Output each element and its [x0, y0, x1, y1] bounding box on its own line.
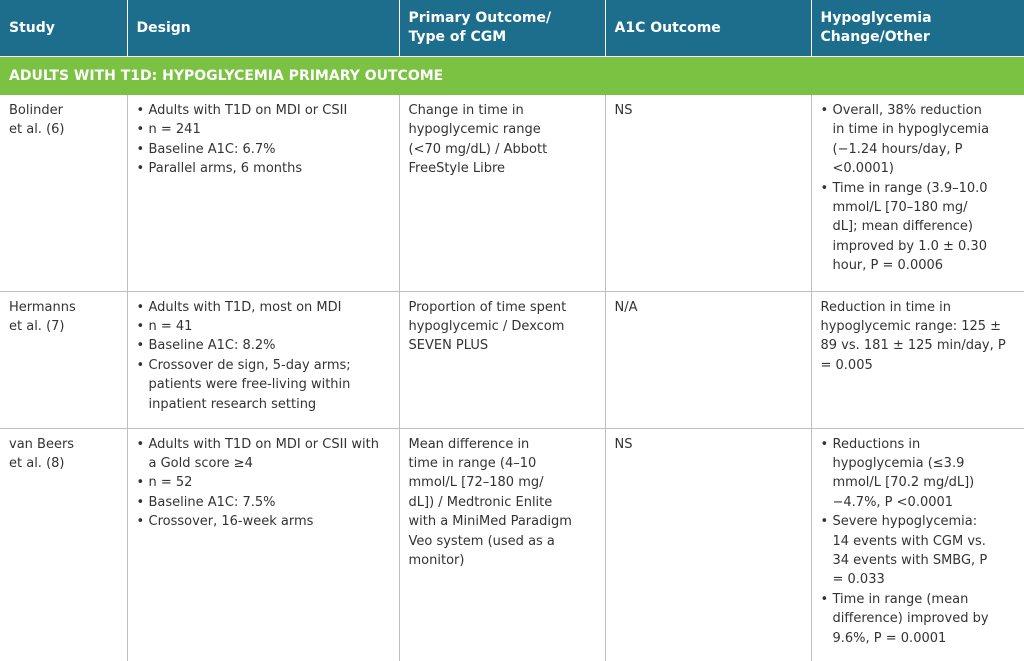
hypo-line: = 0.005 [820, 357, 873, 373]
hypo-line: 14 events with CGM vs. [832, 533, 986, 549]
a1c-outcome-cell: NS [605, 95, 811, 291]
section-title: ADULTS WITH T1D: HYPOGLYCEMIA PRIMARY OUTCOME [0, 57, 1024, 96]
hypo-line: • Time in range (mean [832, 591, 969, 607]
primary-line: Change in time in [408, 103, 524, 118]
hypo-line: dL]; mean difference) [832, 219, 973, 235]
hypo-list [821, 101, 1017, 276]
hypo-line: Reduction in time in [820, 299, 951, 315]
section-row [0, 57, 1024, 96]
hypo-list [821, 435, 1017, 648]
hypo-line: (−1.24 hours/day, P [832, 141, 963, 157]
primary-outcome-cell [399, 428, 605, 661]
primary-line: hypoglycemic range [408, 122, 541, 138]
design-item: • Baseline A1C: 8.2% [137, 336, 391, 355]
header-a1c-outcome: A1C Outcome [605, 0, 811, 57]
hypo-line: difference) improved by [832, 611, 989, 627]
design-list [137, 298, 391, 414]
primary-line: SEVEN PLUS [408, 338, 489, 354]
design-item: • Crossover de sign, 5-day arms; patients were free-living within inpatient research setting [137, 356, 391, 414]
design-item: • Baseline A1C: 6.7% [137, 140, 391, 159]
header-primary-line-1: Primary Outcome/ [408, 10, 552, 26]
primary-outcome-cell [399, 95, 605, 291]
hypo-line: = 0.033 [832, 572, 885, 588]
design-item: • Adults with T1D on MDI or CSII with a Gold score ≥4 [137, 435, 391, 474]
primary-line: monitor) [408, 552, 465, 568]
hypo-line: 34 events with SMBG, P [832, 552, 988, 568]
hypo-line: hypoglycemia (≤3.9 [832, 455, 965, 471]
design-cell [127, 95, 399, 291]
study-line: et al. (6) [9, 122, 65, 138]
header-primary-outcome [399, 0, 605, 57]
hypo-item [821, 101, 1017, 179]
study-line: Bolinder [9, 103, 63, 118]
hypo-item [821, 590, 1017, 648]
primary-line: time in range (4–10 [408, 455, 537, 471]
design-cell [127, 428, 399, 661]
table-row [0, 291, 1024, 428]
hypoglycemia-cell [811, 291, 1024, 428]
hypo-line: • Overall, 38% reduction [832, 103, 982, 118]
study-line: van Beers [9, 436, 75, 452]
design-item: • n = 41 [137, 317, 391, 336]
a1c-outcome-cell: NS [605, 428, 811, 661]
design-list [137, 435, 391, 532]
design-item: • Parallel arms, 6 months [137, 159, 391, 178]
study-cell [0, 95, 127, 291]
primary-line: dL]) / Medtronic Enlite [408, 494, 553, 510]
header-hypo-line-2: Change/Other [820, 29, 930, 45]
table-row [0, 428, 1024, 661]
primary-line: Veo system (used as a [408, 533, 555, 549]
design-item: • Adults with T1D, most on MDI [137, 298, 391, 317]
hypo-line: • Time in range (3.9–10.0 [832, 180, 988, 196]
primary-line: mmol/L [72–180 mg/ [408, 475, 544, 491]
hypoglycemia-cell [811, 95, 1024, 291]
study-line: Hermanns [9, 299, 76, 315]
study-line: et al. (8) [9, 455, 65, 471]
primary-line: Proportion of time spent [408, 299, 567, 315]
a1c-outcome-cell: N/A [605, 291, 811, 428]
hypo-line: 9.6%, P = 0.0001 [832, 630, 947, 646]
study-cell [0, 428, 127, 661]
primary-outcome-cell [399, 291, 605, 428]
primary-line: hypoglycemic / Dexcom [408, 318, 565, 334]
header-study: Study [0, 0, 127, 57]
primary-line: with a MiniMed Paradigm [408, 514, 572, 530]
hypo-line: 89 vs. 181 ± 125 min/day, P [820, 338, 1006, 354]
hypo-line: <0.0001) [832, 161, 894, 177]
table-row [0, 95, 1024, 291]
hypo-line: improved by 1.0 ± 0.30 [832, 238, 987, 254]
hypo-line: mmol/L [70.2 mg/dL]) [832, 475, 975, 491]
header-hypoglycemia [811, 0, 1024, 57]
hypo-line: • Severe hypoglycemia: [832, 514, 978, 530]
hypo-line: mmol/L [70–180 mg/ [832, 200, 968, 216]
design-cell [127, 291, 399, 428]
study-cell [0, 291, 127, 428]
primary-line: Mean difference in [408, 436, 530, 452]
table-header-row [0, 0, 1024, 57]
hypo-line: −4.7%, P <0.0001 [832, 494, 954, 510]
hypo-item [821, 435, 1017, 513]
design-item: • Crossover, 16-week arms [137, 512, 391, 531]
header-hypo-line-1: Hypoglycemia [820, 10, 932, 26]
design-item: • n = 241 [137, 120, 391, 139]
hypo-line: in time in hypoglycemia [832, 122, 990, 138]
primary-line: (<70 mg/dL) / Abbott [408, 141, 548, 157]
design-item: • n = 52 [137, 473, 391, 492]
hypo-line: hypoglycemic range: 125 ± [820, 318, 1002, 334]
design-item: • Adults with T1D on MDI or CSII [137, 101, 391, 120]
design-list [137, 101, 391, 179]
study-line: et al. (7) [9, 318, 65, 334]
hypoglycemia-cell [811, 428, 1024, 661]
hypo-line: hour, P = 0.0006 [832, 258, 944, 274]
hypo-line: • Reductions in [832, 436, 921, 452]
header-primary-line-2: Type of CGM [408, 29, 507, 45]
header-design: Design [127, 0, 399, 57]
primary-line: FreeStyle Libre [408, 161, 506, 177]
hypo-item [821, 179, 1017, 276]
hypo-item [821, 512, 1017, 590]
design-item: • Baseline A1C: 7.5% [137, 493, 391, 512]
